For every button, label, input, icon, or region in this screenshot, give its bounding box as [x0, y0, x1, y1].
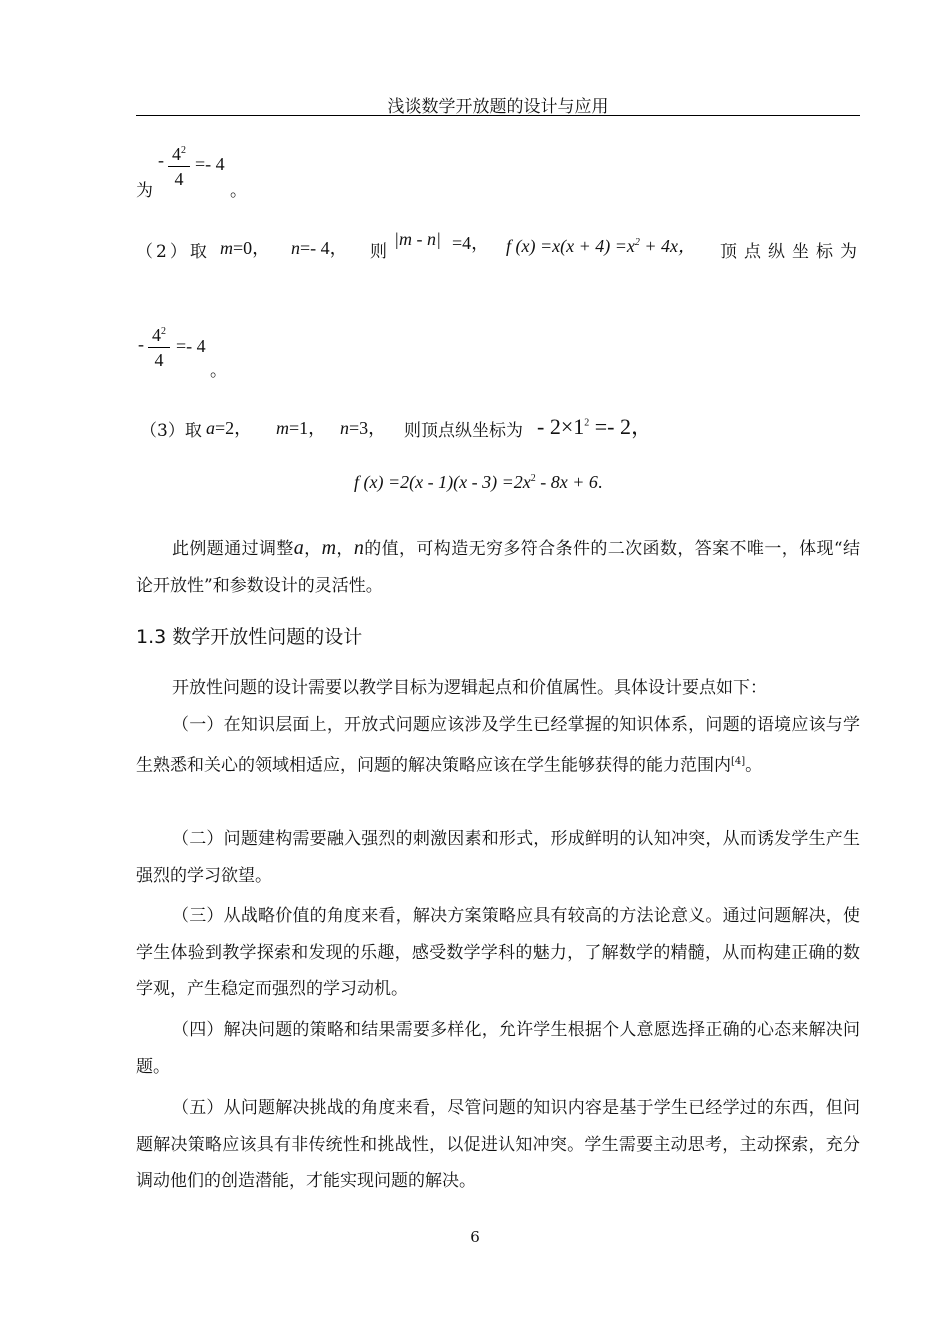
case3-m-value: =1，: [289, 418, 327, 438]
citation-end: 。: [745, 755, 763, 776]
case3-tail: 则顶点纵坐标为: [404, 421, 523, 441]
eq2-numerator: 4: [152, 325, 161, 345]
case2-line: [136, 229, 864, 262]
case2-abs-value: =4，: [452, 233, 490, 253]
case3-function: [354, 472, 602, 493]
case2-m: m: [220, 238, 233, 258]
case3-a-value: =2，: [215, 418, 253, 438]
eq1-rhs: =- 4: [195, 154, 225, 174]
body-paragraph-3: （三）从战略价值的角度来看，解决方案策略应具有较高的方法论意义。通过问题解决，使学生体验到教学探索和发现的乐趣，感受数学学科的魅力，了解数学的精髓，从而构建正确的数学观，产生稳定而强烈的学习动机。: [136, 906, 860, 1000]
eq2-denominator: 4: [154, 350, 164, 370]
header-rule: [136, 115, 860, 116]
case2-n: n: [291, 238, 300, 258]
section-heading: 1.3 数学开放性问题的设计: [136, 626, 363, 648]
example-m: m: [321, 537, 337, 559]
case3-a: a: [206, 418, 215, 438]
eq2-numerator-sup: 2: [161, 326, 166, 337]
case3-fx-end: .: [597, 472, 603, 492]
eq1-fraction: [168, 141, 190, 189]
eq2-neg: -: [138, 334, 144, 354]
citation-ref: [4]: [731, 755, 746, 767]
eq1-fraction-bar: [168, 166, 190, 167]
page-header-title: 浅谈数学开放题的设计与应用: [387, 97, 609, 117]
body-paragraph-1-text: （一）在知识层面上，开放式问题应该涉及学生已经掌握的知识体系，问题的语境应该与学生熟悉和关心的领域相适应，问题的解决策略应该在学生能够获得的能力范围内: [136, 715, 860, 776]
eq1-numerator: 4: [172, 144, 181, 164]
eq2-fraction-bar: [148, 347, 170, 348]
page-number: 6: [470, 1228, 480, 1246]
case3-fx-tail: - 8x + 6: [535, 472, 598, 492]
body-paragraph-2: （二）问题建构需要融入强烈的刺激因素和形式，形成鲜明的认知冲突，从而诱发学生产生强烈的学习欲望。: [136, 829, 860, 886]
case2-tail: 顶点纵坐标为: [720, 242, 864, 262]
case2-fx-tail: + 4x，: [639, 236, 697, 256]
body-paragraph-4: （四）解决问题的策略和结果需要多样化，允许学生根据个人意愿选择正确的心态来解决问题。: [136, 1020, 860, 1077]
case3-m: m: [276, 418, 289, 438]
case3-vertex-sup: 2: [584, 417, 590, 429]
eq1-end: 。: [230, 181, 247, 201]
case2-n-value: =- 4，: [300, 238, 348, 258]
eq1-denominator: 4: [174, 169, 184, 189]
case3-n: n: [340, 418, 349, 438]
case2-fx: f (x) =x(x + 4) =x: [506, 236, 635, 256]
case3-label: （3）取: [140, 421, 202, 441]
eq1-neg: -: [158, 150, 164, 170]
case3-fx: f (x) =2(x - 1)(x - 3) =2x: [354, 472, 531, 492]
case2-then: 则: [370, 242, 387, 262]
example-pre: 此例题通过调整: [172, 539, 294, 559]
example-post: 的值，可构造无穷多符合条件的二次函数，答案不唯一，体现“结论开放性”和参数设计的灵活性。: [136, 539, 861, 596]
example-n: n: [353, 537, 364, 559]
eq2-end: 。: [210, 361, 227, 381]
eq1-lead-text: 为: [136, 181, 153, 201]
case3-vertex: - 2×1: [537, 414, 585, 439]
case3-fx-sup: 2: [530, 473, 536, 484]
case2-abs-expr: |m - n|: [394, 229, 441, 249]
example-sep1: ，: [303, 539, 322, 559]
example-sep2: ，: [336, 539, 354, 559]
case3-n-value: =3，: [349, 418, 387, 438]
case2-m-value: =0，: [233, 238, 271, 258]
example-a: a: [293, 537, 304, 559]
eq1-numerator-sup: 2: [181, 145, 186, 156]
case3-line: [136, 410, 860, 440]
eq2-rhs: =- 4: [176, 336, 206, 356]
body-paragraph-1: [136, 707, 860, 784]
example-summary-paragraph: [136, 530, 860, 604]
case2-fx-sup: 2: [634, 237, 640, 248]
eq2-fraction: [148, 322, 170, 370]
body-paragraph-5: （五）从问题解决挑战的角度来看，尽管问题的知识内容是基于学生已经学过的东西，但问题解决策略应该具有非传统性和挑战性，以促进认知冲突。学生需要主动思考，主动探索，充分调动他们的创造潜能，才能实现问题的解决。: [136, 1098, 860, 1192]
body-paragraph-intro: 开放性问题的设计需要以教学目标为逻辑起点和价值属性。具体设计要点如下：: [172, 678, 767, 698]
case3-vertex-tail: =- 2，: [589, 414, 653, 439]
case2-label: （2）取: [136, 242, 210, 262]
